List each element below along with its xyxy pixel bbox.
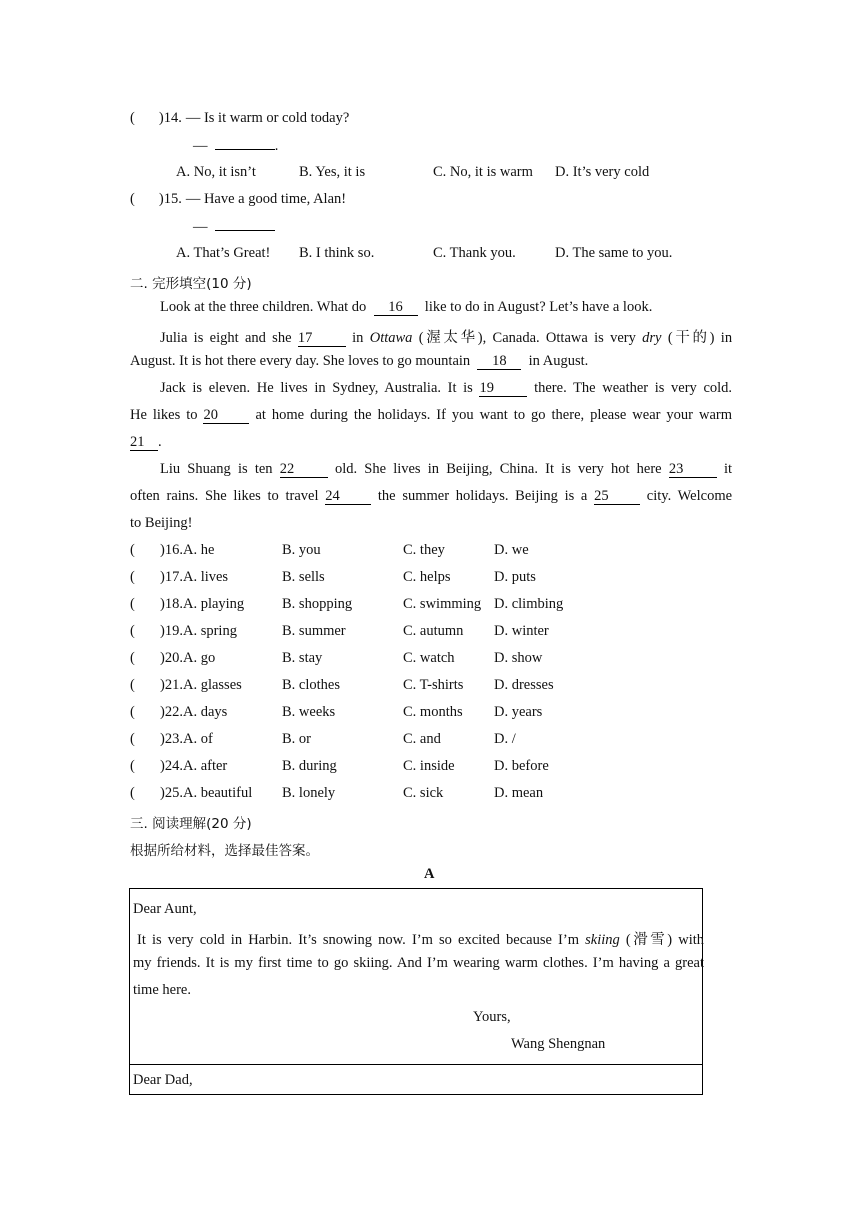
- option-a-text: A. after: [182, 758, 228, 774]
- text: Jack is eleven. He lives in Sydney, Australia. It is: [160, 380, 473, 396]
- blank-18: 18: [477, 354, 521, 370]
- question-number: )19.: [160, 623, 183, 639]
- option-a: [160, 650, 215, 667]
- option-a-text: A. of: [182, 731, 213, 747]
- period: .: [274, 138, 279, 154]
- section-instruction: 根据所给材料，选择最佳答案。: [130, 843, 319, 859]
- option-a-text: A. playing: [182, 596, 245, 612]
- text: often rains. She likes to travel: [130, 488, 319, 504]
- option-d: D. dresses: [494, 677, 554, 693]
- answer-paren[interactable]: (: [130, 596, 135, 612]
- answer-paren[interactable]: (: [130, 569, 135, 585]
- blank-21: 21: [130, 435, 158, 451]
- option-a: A. No, it isn’t: [176, 164, 256, 180]
- section-title: 二. 完形填空(10 分): [130, 276, 252, 292]
- passage-label: A: [424, 866, 435, 882]
- text: Liu Shuang is ten: [160, 461, 273, 477]
- blank-16: 16: [374, 300, 418, 316]
- option-d: D. show: [494, 650, 543, 666]
- section-title: 三. 阅读理解(20 分): [130, 816, 252, 832]
- letter-line: [133, 928, 704, 949]
- text: August. It is hot there every day. She loves to go mountain: [130, 353, 471, 369]
- option-a-text: A. glasses: [182, 677, 242, 693]
- option-c: C. watch: [403, 650, 455, 666]
- italic-term: Ottawa: [369, 330, 413, 346]
- answer-paren[interactable]: (: [130, 785, 135, 801]
- table-divider: [130, 1064, 702, 1065]
- option-b: B. shopping: [282, 596, 353, 612]
- question-number: )18.: [160, 596, 183, 612]
- paragraph-line: [160, 326, 732, 347]
- option-a: A. That’s Great!: [176, 245, 271, 261]
- paragraph-line: [130, 407, 732, 424]
- blank-17: 17: [298, 331, 346, 347]
- text: old. She lives in Beijing, China. It is very hot here: [334, 461, 662, 477]
- answer-blank: [215, 137, 275, 150]
- option-d: D. before: [494, 758, 549, 774]
- text: the summer holidays. Beijing is a: [377, 488, 588, 504]
- option-a: [160, 542, 214, 559]
- letter-salutation-2: Dear Dad,: [133, 1072, 193, 1088]
- answer-paren[interactable]: [130, 191, 346, 208]
- option-b: B. you: [282, 542, 321, 558]
- text: there. The weather is very cold.: [534, 380, 733, 396]
- text: (滑雪) with: [625, 932, 705, 948]
- option-d: D. puts: [494, 569, 536, 585]
- option-a: [160, 704, 227, 721]
- option-b: B. clothes: [282, 677, 340, 693]
- option-b: B. or: [282, 731, 311, 747]
- question-number: )17.: [160, 569, 183, 585]
- question-text: — Is it warm or cold today?: [185, 110, 350, 126]
- option-c: C. helps: [403, 569, 451, 585]
- letter-salutation: Dear Aunt,: [133, 901, 197, 917]
- answer-paren[interactable]: (: [130, 650, 135, 666]
- question-number: )22.: [160, 704, 183, 720]
- question-text: — Have a good time, Alan!: [185, 191, 347, 207]
- text: it: [724, 461, 733, 477]
- option-d: D. It’s very cold: [555, 164, 650, 180]
- option-d: D. years: [494, 704, 543, 720]
- option-b: B. lonely: [282, 785, 336, 801]
- option-c: C. they: [403, 542, 445, 558]
- answer-line: [193, 218, 275, 236]
- text: in: [352, 330, 364, 346]
- text: He likes to: [130, 407, 198, 423]
- option-c: C. months: [403, 704, 463, 720]
- blank-19: 19: [479, 381, 527, 397]
- answer-paren[interactable]: [130, 110, 349, 127]
- text: It is very cold in Harbin. It’s snowing now. I’m so excited because I’m: [137, 932, 579, 948]
- answer-paren[interactable]: (: [130, 758, 135, 774]
- text: like to do in August? Let’s have a look.: [424, 299, 653, 315]
- answer-paren[interactable]: (: [130, 677, 135, 693]
- dash: —: [193, 138, 208, 154]
- text: (干的) in: [667, 330, 733, 346]
- option-a: [160, 758, 227, 775]
- paragraph-line: to Beijing!: [130, 515, 193, 531]
- paragraph-line: [130, 488, 732, 505]
- letter-closing: Yours,: [473, 1009, 511, 1025]
- paren-open: (: [130, 191, 135, 207]
- blank-23: 23: [669, 462, 717, 478]
- question-number: )16.: [160, 542, 183, 558]
- option-a: [160, 785, 252, 802]
- question-number: )24.: [160, 758, 183, 774]
- question-number: 15.: [163, 191, 182, 207]
- option-d: D. climbing: [494, 596, 564, 612]
- option-b: B. Yes, it is: [299, 164, 366, 180]
- option-a: [160, 623, 237, 640]
- answer-paren[interactable]: (: [130, 731, 135, 747]
- option-a: [160, 677, 242, 694]
- text: at home during the holidays. If you want to go there, please wear your warm: [255, 407, 732, 423]
- option-b: B. sells: [282, 569, 325, 585]
- option-a: [160, 569, 228, 586]
- option-a-text: A. beautiful: [182, 785, 253, 801]
- option-d: D. The same to you.: [555, 245, 673, 261]
- answer-paren[interactable]: (: [130, 704, 135, 720]
- text: Julia is eight and she: [160, 330, 292, 346]
- question-number: 14.: [163, 110, 182, 126]
- text: Look at the three children. What do: [160, 299, 367, 315]
- option-a-text: A. he: [182, 542, 215, 558]
- option-c: C. swimming: [403, 596, 482, 612]
- paragraph-line: [160, 461, 732, 478]
- answer-paren[interactable]: (: [130, 542, 135, 558]
- option-c: C. and: [403, 731, 441, 747]
- option-d: D. mean: [494, 785, 544, 801]
- option-d: D. we: [494, 542, 529, 558]
- answer-paren[interactable]: (: [130, 623, 135, 639]
- option-b: B. weeks: [282, 704, 336, 720]
- paragraph-line: [160, 299, 652, 316]
- paren-close: ): [158, 191, 164, 207]
- letter-signature: Wang Shengnan: [511, 1036, 606, 1052]
- option-b: B. summer: [282, 623, 346, 639]
- option-c: C. Thank you.: [433, 245, 516, 261]
- option-a: [160, 731, 213, 748]
- paren-close: ): [158, 110, 164, 126]
- letter-line: my friends. It is my first time to go skiing. And I’m wearing warm clothes. I’m having a great: [133, 955, 704, 971]
- option-a-text: A. spring: [182, 623, 237, 639]
- option-d: D. winter: [494, 623, 549, 639]
- option-b: B. stay: [282, 650, 323, 666]
- blank-24: 24: [325, 489, 371, 505]
- option-d: D. /: [494, 731, 516, 747]
- blank-20: 20: [203, 408, 249, 424]
- text: in August.: [528, 353, 589, 369]
- option-a: [160, 596, 244, 613]
- question-number: )25.: [160, 785, 183, 801]
- paren-open: (: [130, 110, 135, 126]
- question-number: )20.: [160, 650, 183, 666]
- answer-line: [193, 137, 278, 155]
- option-c: C. sick: [403, 785, 444, 801]
- letter-table: [129, 888, 703, 1095]
- period: .: [158, 434, 162, 450]
- paragraph-line: [130, 434, 162, 451]
- option-c: C. T-shirts: [403, 677, 464, 693]
- italic-term: skiing: [585, 932, 620, 948]
- option-b: B. during: [282, 758, 337, 774]
- option-c: C. No, it is warm: [433, 164, 533, 180]
- paragraph-line: [160, 380, 732, 397]
- option-a-text: A. days: [182, 704, 228, 720]
- italic-term: dry: [642, 330, 662, 346]
- option-a-text: A. go: [182, 650, 216, 666]
- dash: —: [193, 219, 208, 235]
- option-a-text: A. lives: [182, 569, 229, 585]
- text: city. Welcome: [646, 488, 733, 504]
- letter-line: time here.: [133, 982, 191, 998]
- option-b: B. I think so.: [299, 245, 375, 261]
- blank-25: 25: [594, 489, 640, 505]
- paragraph-line: [130, 353, 588, 370]
- option-c: C. autumn: [403, 623, 464, 639]
- question-number: )21.: [160, 677, 183, 693]
- option-c: C. inside: [403, 758, 455, 774]
- blank-22: 22: [280, 462, 328, 478]
- question-number: )23.: [160, 731, 183, 747]
- text: (渥太华), Canada. Ottawa is very: [418, 330, 636, 346]
- answer-blank: [215, 218, 275, 231]
